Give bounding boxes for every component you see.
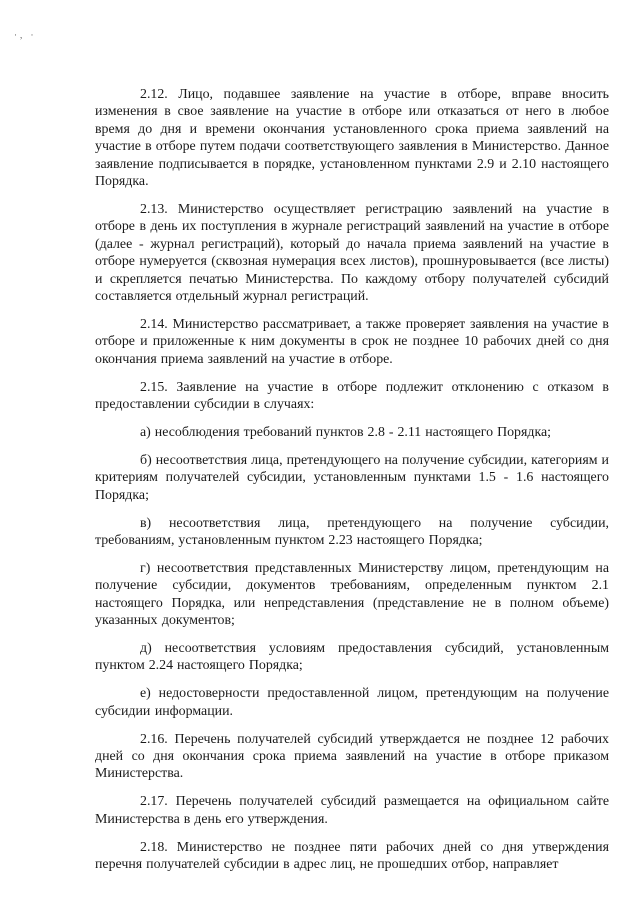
- paragraph-2-13: 2.13. Министерство осуществляет регистрацию заявлений на участие в отборе в день их поступления в журнале регистраций заявлений на участие в отборе (далее - журнал регистраций), который до начала приема заявлений на участие в отборе нумеруется (сквозная нумерация всех листов), прошнуровывается (все листы) и скрепляется печатью Министерства. По каждому отбору получателей субсидий составляется отдельный журнал регистраций.: [95, 201, 609, 304]
- document-body: [95, 86, 609, 884]
- paragraph-2-14: 2.14. Министерство рассматривает, а также проверяет заявления на участие в отборе и приложенные к ним документы в срок не позднее 10 рабочих дней со дня окончания приема заявлений на участие в отборе.: [95, 316, 609, 367]
- paragraph-2-15-v: в) несоответствия лица, претендующего на получение субсидии, требованиям, установленным пунктом 2.23 настоящего Порядка;: [95, 515, 609, 548]
- paragraph-2-15-b: б) несоответствия лица, претендующего на получение субсидии, категориям и критериям получателей субсидии, установленным пунктами 1.5 - 1.6 настоящего Порядка;: [95, 452, 609, 503]
- corner-mark: ·, ·: [14, 30, 37, 40]
- paragraph-2-16: 2.16. Перечень получателей субсидий утверждается не позднее 12 рабочих дней со дня окончания срока приема заявлений на участие в отборе приказом Министерства.: [95, 731, 609, 782]
- paragraph-2-15-d: д) несоответствия условиям предоставления субсидий, установленным пунктом 2.24 настоящего Порядка;: [95, 640, 609, 674]
- paragraph-2-15-e: е) недостоверности предоставленной лицом, претендующим на получение субсидии информации.: [95, 686, 609, 719]
- paragraph-2-17: 2.17. Перечень получателей субсидий размещается на официальном сайте Министерства в день его утверждения.: [95, 794, 609, 827]
- paragraph-2-15: 2.15. Заявление на участие в отборе подлежит отклонению с отказом в предоставлении субсидии в случаях:: [95, 379, 609, 412]
- paragraph-2-18: 2.18. Министерство не позднее пяти рабочих дней со дня утверждения перечня получателей субсидии в адрес лиц, не прошедших отбор, направляет: [95, 839, 609, 873]
- paragraph-2-15-g: г) несоответствия представленных Министерству лицом, претендующим на получение субсидии, документов требованиям, определенным пунктом 2.1 настоящего Порядка, или непредставления (представление не в полном объеме) указанных документов;: [95, 560, 609, 629]
- paragraph-2-12: 2.12. Лицо, подавшее заявление на участие в отборе, вправе вносить изменения в свое заявление на участие в отборе или отказаться от него в любое время до дня и времени окончания установленного срока приема заявлений на участие в отборе путем подачи соответствующего заявления в Министерство. Данное заявление подписывается в порядке, установленном пунктами 2.9 и 2.10 настоящего Порядка.: [95, 87, 609, 190]
- paragraph-2-15-a: а) несоблюдения требований пунктов 2.8 - 2.11 настоящего Порядка;: [140, 424, 552, 440]
